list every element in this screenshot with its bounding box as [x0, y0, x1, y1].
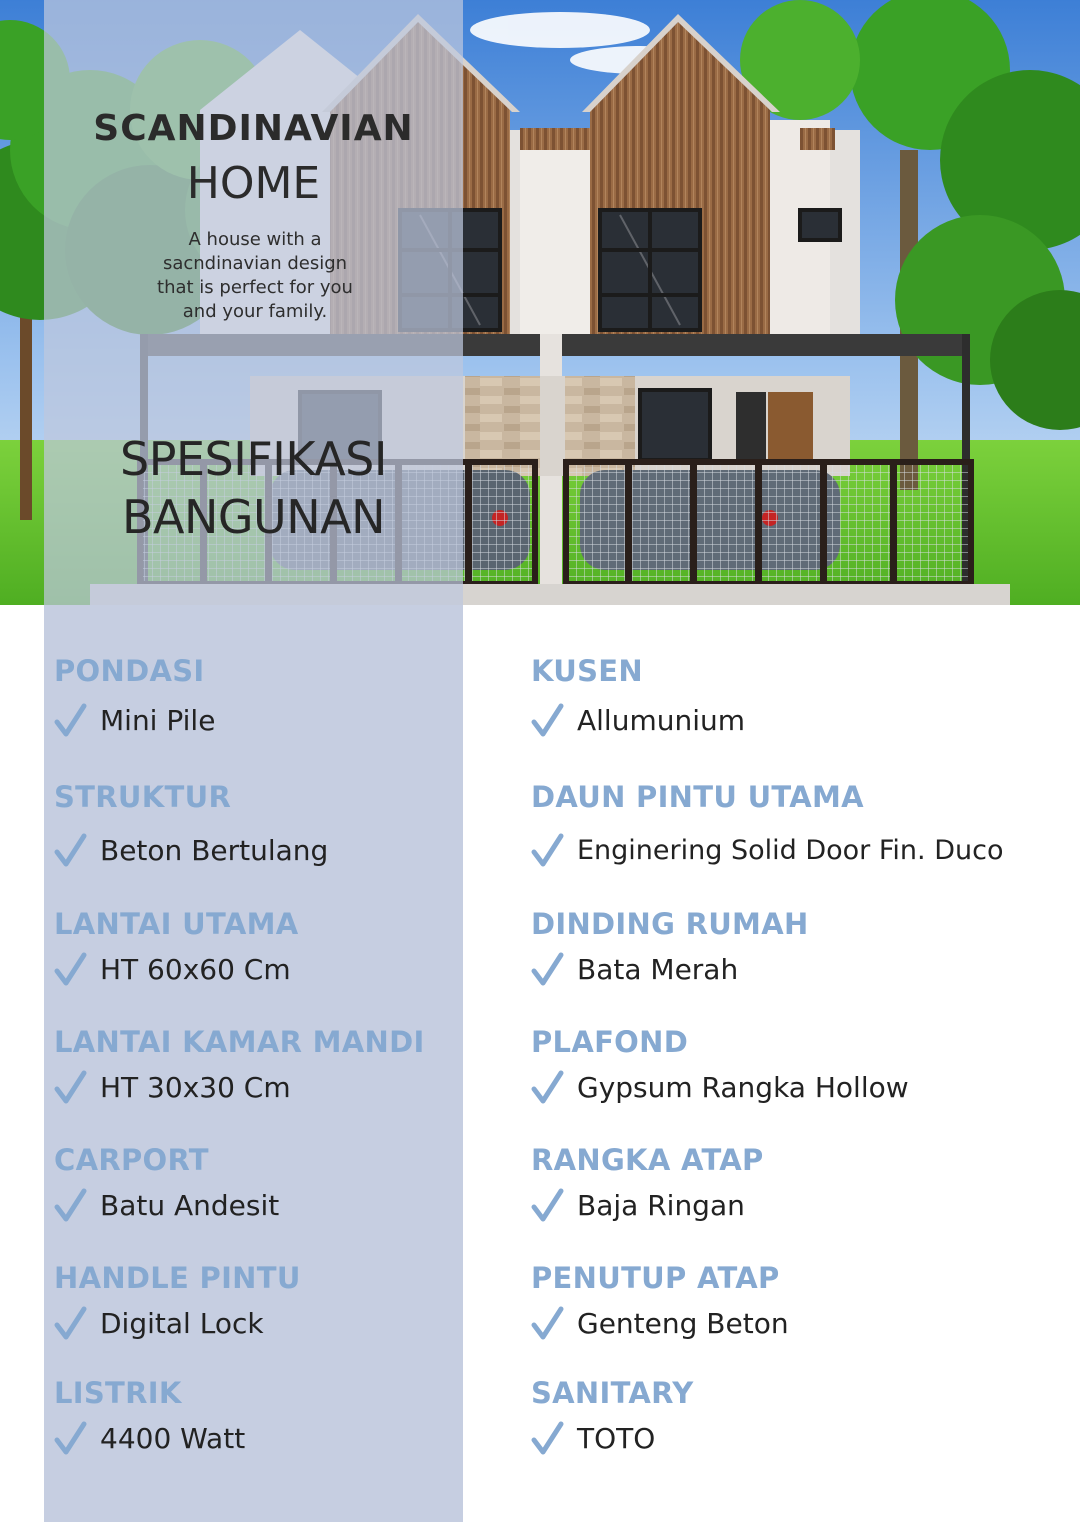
- spec-item: [54, 1025, 425, 1105]
- check-icon: [531, 1305, 565, 1341]
- check-icon: [54, 1069, 88, 1105]
- spec-item: [531, 1025, 909, 1105]
- check-icon: [54, 702, 88, 738]
- spec-value: Mini Pile: [100, 703, 216, 737]
- spec-item: [531, 1376, 694, 1456]
- spec-value: Enginering Solid Door Fin. Duco: [577, 834, 1004, 866]
- check-icon: [531, 1069, 565, 1105]
- spec-item: [531, 1143, 764, 1223]
- spec-item: [54, 780, 328, 868]
- spec-label: CARPORT: [54, 1143, 209, 1177]
- spec-value: HT 30x30 Cm: [100, 1070, 291, 1104]
- spec-label: RANGKA ATAP: [531, 1143, 764, 1177]
- spec-value: Beton Bertulang: [100, 833, 329, 867]
- spec-label: KUSEN: [531, 654, 643, 688]
- check-icon: [531, 702, 565, 738]
- check-icon: [54, 1187, 88, 1223]
- spec-label: LISTRIK: [54, 1376, 182, 1410]
- spec-label: PENUTUP ATAP: [531, 1261, 780, 1295]
- check-icon: [531, 1187, 565, 1223]
- spec-label: DINDING RUMAH: [531, 907, 809, 941]
- spec-label: LANTAI KAMAR MANDI: [54, 1025, 425, 1059]
- check-icon: [54, 832, 88, 868]
- spec-value: Allumunium: [577, 703, 746, 737]
- spec-value: Baja Ringan: [577, 1188, 745, 1222]
- check-icon: [54, 1420, 88, 1456]
- spec-value: TOTO: [577, 1421, 656, 1455]
- spec-item: [54, 1261, 301, 1341]
- spec-item: [54, 654, 215, 738]
- spec-item: [531, 654, 745, 738]
- spec-value: HT 60x60 Cm: [100, 952, 291, 986]
- spec-label: LANTAI UTAMA: [54, 907, 299, 941]
- spec-value: Digital Lock: [100, 1306, 264, 1340]
- spec-item: [54, 1376, 245, 1456]
- spec-item: [54, 1143, 279, 1223]
- spec-label: PLAFOND: [531, 1025, 689, 1059]
- spec-label: PONDASI: [54, 654, 205, 688]
- spec-item: [531, 1261, 789, 1341]
- spec-item: [531, 907, 809, 987]
- check-icon: [531, 1420, 565, 1456]
- spec-label: HANDLE PINTU: [54, 1261, 301, 1295]
- spec-value: 4400 Watt: [100, 1421, 246, 1455]
- spec-label: STRUKTUR: [54, 780, 232, 814]
- check-icon: [54, 951, 88, 987]
- section-title: SPESIFIKASI BANGUNAN: [120, 432, 387, 544]
- spec-item: [54, 907, 298, 987]
- title-scandinavian: SCANDINAVIAN: [93, 108, 414, 149]
- spec-label: DAUN PINTU UTAMA: [531, 780, 864, 814]
- tagline: A house with a sacndinavian design that is perfect for you and your family.: [157, 229, 353, 322]
- check-icon: [54, 1305, 88, 1341]
- title-home: HOME: [186, 158, 321, 209]
- spec-value: Batu Andesit: [100, 1188, 280, 1222]
- check-icon: [531, 832, 565, 868]
- spec-value: Gypsum Rangka Hollow: [577, 1070, 909, 1104]
- check-icon: [531, 951, 565, 987]
- spec-item: [531, 780, 1003, 868]
- spec-label: SANITARY: [531, 1376, 694, 1410]
- spec-value: Genteng Beton: [577, 1306, 789, 1340]
- spec-value: Bata Merah: [577, 952, 739, 986]
